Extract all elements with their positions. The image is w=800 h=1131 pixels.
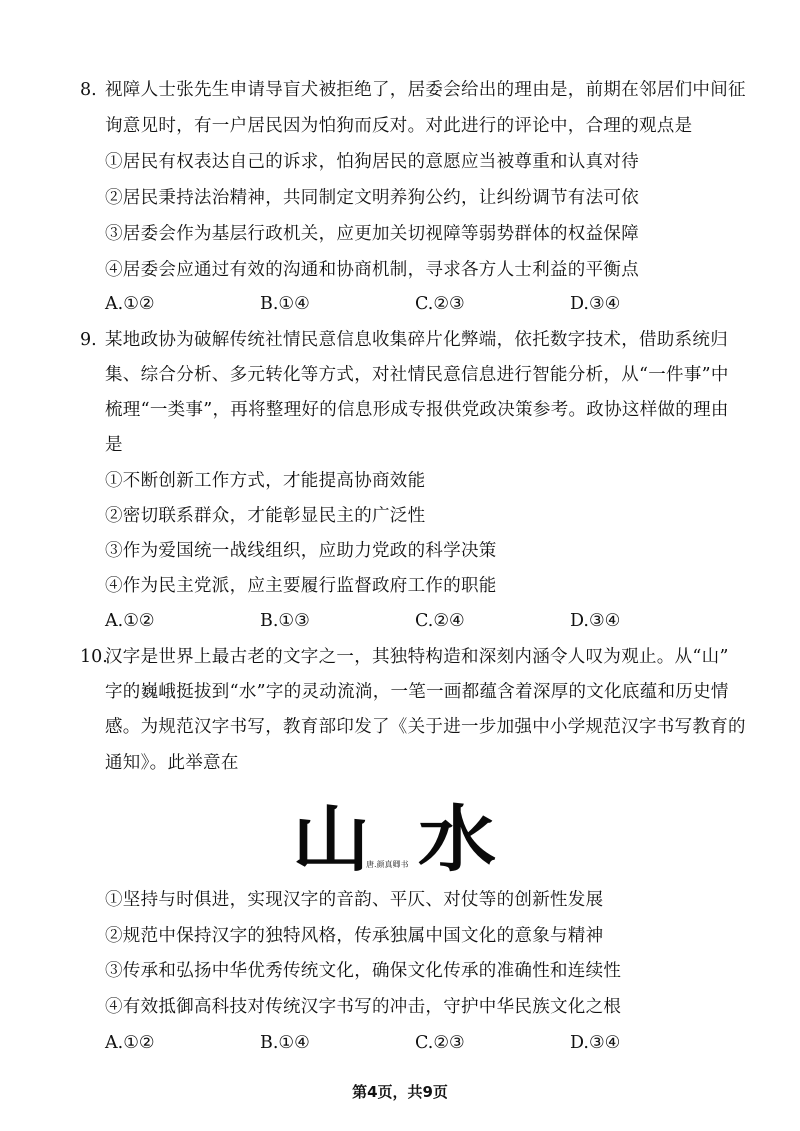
statement: ①坚持与时俱进，实现汉字的音韵、平仄、对仗等的创新性发展 (105, 890, 604, 910)
statement: ②居民秉持法治精神，共同制定文明养狗公约，让纠纷调节有法可依 (105, 188, 639, 208)
question-stem-line: 梳理“一类事”，再将整理好的信息形成专报供党政决策参考。政协这样做的理由 (105, 400, 729, 420)
calligraphy-character-shui: 水 (418, 797, 497, 882)
statement: ①居民有权表达自己的诉求，怕狗居民的意愿应当被尊重和认真对待 (105, 152, 639, 172)
question-stem-line: 集、综合分析、多元转化等方式，对社情民意信息进行智能分析，从“一件事”中 (105, 365, 729, 385)
answer-options (105, 1031, 705, 1055)
question-stem-line: 感。为规范汉字书写，教育部印发了《关于进一步加强中小学规范汉字书写教育的 (105, 717, 746, 737)
question-stem-line: 是 (105, 435, 123, 455)
answer-options (105, 292, 705, 316)
question-stem-line: 询意见时，有一户居民因为怕狗而反对。对此进行的评论中，合理的观点是 (105, 116, 693, 136)
calligraphy-character-shan: 山 (292, 797, 371, 882)
option-d[interactable]: D.③④ (570, 611, 621, 631)
statement: ③作为爱国统一战线组织，应助力党政的科学决策 (105, 541, 497, 561)
statement: ④有效抵御高科技对传统汉字书写的冲击，守护中华民族文化之根 (105, 997, 622, 1017)
question-number: 9. (80, 330, 97, 350)
option-b[interactable]: B.①④ (260, 294, 310, 314)
statement: ④居委会应通过有效的沟通和协商机制，寻求各方人士利益的平衡点 (105, 260, 639, 280)
statement: ②密切联系群众，才能彰显民主的广泛性 (105, 506, 426, 526)
option-d[interactable]: D.③④ (570, 294, 621, 314)
page-footer: 第4页，共9页 (352, 1083, 448, 1101)
option-c[interactable]: C.②③ (415, 1033, 465, 1053)
question-number: 10. (80, 647, 108, 667)
option-c[interactable]: C.②④ (415, 611, 465, 631)
option-a[interactable]: A.①② (105, 1033, 155, 1053)
question-stem-line: 字的巍峨挺拔到“水”字的灵动流淌，一笔一画都蕴含着深厚的文化底蕴和历史情 (105, 682, 729, 702)
calligraphy-caption: 唐.颜真卿书 (366, 860, 409, 869)
option-a[interactable]: A.①② (105, 294, 155, 314)
option-b[interactable]: B.①③ (260, 611, 310, 631)
statement: ①不断创新工作方式，才能提高协商效能 (105, 471, 426, 491)
option-c[interactable]: C.②③ (415, 294, 465, 314)
option-a[interactable]: A.①② (105, 611, 155, 631)
question-stem-line: 视障人士张先生申请导盲犬被拒绝了，居委会给出的理由是，前期在邻居们中间征 (105, 80, 746, 100)
option-b[interactable]: B.①④ (260, 1033, 310, 1053)
answer-options (105, 609, 705, 633)
question-stem-line: 汉字是世界上最古老的文字之一，其独特构造和深刻内涵令人叹为观止。从“山” (105, 647, 729, 667)
question-number: 8. (80, 80, 97, 100)
statement: ③居委会作为基层行政机关，应更加关切视障等弱势群体的权益保障 (105, 224, 639, 244)
statement: ②规范中保持汉字的独特风格，传承独属中国文化的意象与精神 (105, 926, 604, 946)
statement: ④作为民主党派，应主要履行监督政府工作的职能 (105, 576, 497, 596)
question-stem-line: 某地政协为破解传统社情民意信息收集碎片化弊端，依托数字技术，借助系统归 (105, 330, 728, 350)
option-d[interactable]: D.③④ (570, 1033, 621, 1053)
statement: ③传承和弘扬中华优秀传统文化，确保文化传承的准确性和连续性 (105, 961, 622, 981)
question-stem-line: 通知》。此举意在 (105, 753, 239, 773)
